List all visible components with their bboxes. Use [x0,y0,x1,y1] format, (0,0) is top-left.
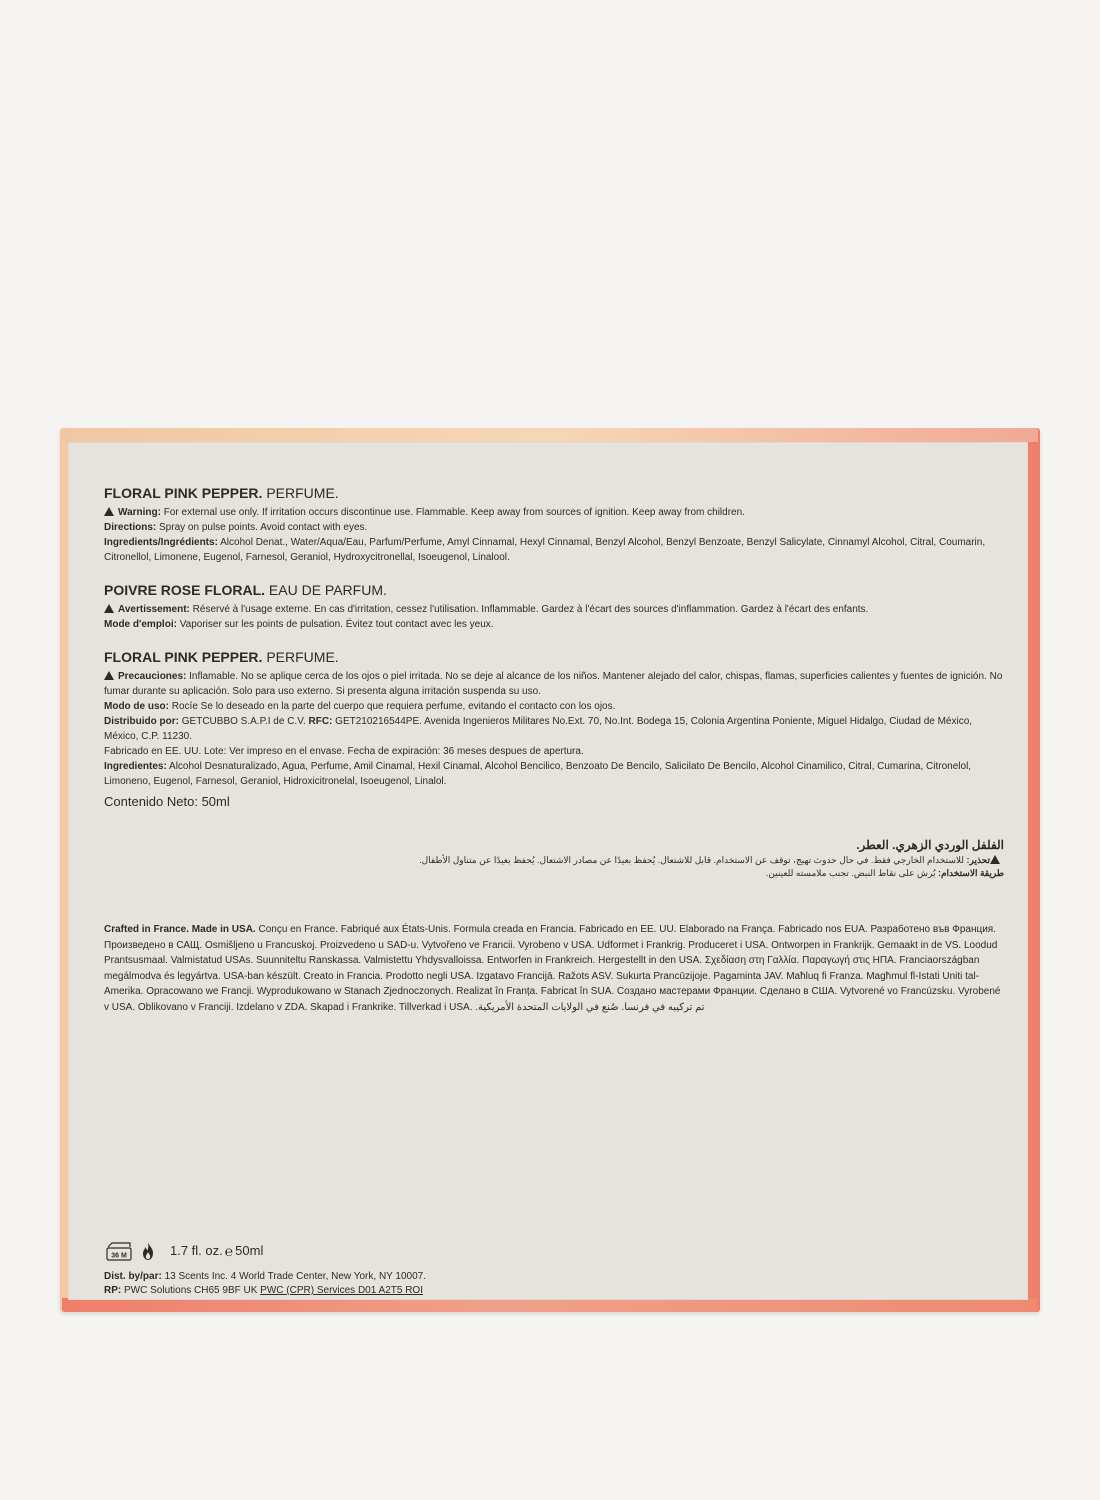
section-french [104,581,1004,632]
manufacture-line: Fabricado en EE. UU. Lote: Ver impreso en el envase. Fecha de expiración: 36 meses despues de apertura. [104,746,584,757]
responsible-person: RP: PWC Solutions CH65 9BF UK PWC (CPR) Services D01 A2T5 ROI [104,1285,423,1296]
flammable-icon [140,1240,156,1262]
origin-statement: Crafted in France. Made in USA. Conçu en France. Fabriqué aux États-Unis. Formula creada en Francia. Fabricado en EE. UU. Elaborado na França. Fabricado nos EUA. Разработено във Франция. Произведено в САЩ. Osmišljeno u Francuskoj. Proizvedeno u SAD-u. Vytvořeno ve Francii. Vyrobeno v USA. Udformet i Frankrig. Produceret i USA. Ontworpen in Frankrijk. Gemaakt in de VS. Loodud Prantsusmaal. Valmistatud USAs. Suunniteltu Ranskassa. Valmistettu Yhdysvalloissa. Entworfen in Frankreich. Hergestellt in den USA. Σχεδίαση στη Γαλλία. Παραγωγή στις ΗΠΑ. Franciaországban megálmodva és legyártva. USA-ban készült. Creato in Francia. Prodotto negli USA. Izgatavo Francijā. Ražots ASV. Sukurta Prancūzijoje. Pagaminta JAV. Maħluq fi Franza. Magħmul fl-Istati Uniti tal-Amerika. Opracowano we Francji. Wyprodukowano w Stanach Zjednoczonych. Realizat în Franța. Fabricat în SUA. Создано мастерами Франции. Сделано в США. Vytvorené vo Francúzsku. Vyrobené v USA. Oblikovano v Franciji. Izdelano v ZDA. Skapad i Frankrike. Tillverkad i USA. تم تركيبه في فرنسا. صُنع في الولايات المتحدة الأمريكية. [104,924,1001,1013]
period-after-opening-icon [104,1240,134,1262]
box-top-edge [62,428,1038,442]
section-spanish [104,648,1004,812]
usage-line: Modo de uso: Rocíe Se lo deseado en la parte del cuerpo que requiera perfume, evitando el contacto con los ojos. [104,701,616,712]
label-footer [104,1240,1004,1298]
section-title: POIVRE ROSE FLORAL. EAU DE PARFUM. [104,582,387,598]
section-arabic [104,836,1004,880]
section-title: FLORAL PINK PEPPER. PERFUME. [104,485,339,501]
arabic-warning: تحذير: للاستخدام الخارجي فقط. في حال حدوث تهيج، توقف عن الاستخدام. قابل للاشتعال. يُحفظ بعيدًا عن مصادر الاشتعال. يُحفظ بعيدًا عن متناول الأطفال. [104,854,1004,867]
warning-icon [990,855,1000,864]
section-english [104,484,1004,565]
distributor-address: Dist. by/par: 13 Scents Inc. 4 World Trade Center, New York, NY 10007. [104,1271,427,1282]
label-text [104,484,1004,1015]
net-content: Contenido Neto: 50ml [104,794,230,809]
ingredients-line: Ingredients/Ingrédients: Alcohol Denat., Water/Aqua/Eau, Parfum/Perfume, Amyl Cinnamal, Hexyl Cinnamal, Benzyl Alcohol, Benzyl Benzoate, Benzyl Salicylate, Cinnamyl Alcohol, Citral, Coumarin, Citronellol, Limonene, Eugenol, Farnesol, Geraniol, Hydroxycitronellal, Isoeugenol, Linalool. [104,537,986,563]
directions-line: Directions: Spray on pulse points. Avoid contact with eyes. [104,522,368,533]
arabic-usage: طريقة الاستخدام: يُرش على نقاط النبض. تجنب ملامسته للعينين. [765,868,1004,878]
warning-icon [104,671,114,680]
volume-ml: 50ml [235,1243,264,1258]
volume-row [104,1240,1004,1262]
ingredients-line: Ingredientes: Alcohol Desnaturalizado, Agua, Perfume, Amil Cinamal, Hexil Cinamal, Alcohol Bencilico, Benzoato De Bencilo, Salicilato De Bencilo, Alcohol Cinamilico, Citral, Cumarina, Citronelol, Limoneno, Eugenol, Farnesol, Geraniol, Hidroxicitronelal, Isoeugenol, Linalol. [104,761,972,787]
pao-label: 36 M [111,1252,127,1260]
warning-line: Precauciones: Inflamable. No se aplique cerca de los ojos o piel irritada. No se deje al alcance de los niños. Mantener alejado del calor, chispas, flamas, superficies calientes y fuentes de ignición. No fumar durante su aplicación. Solo para uso externo. Si presenta alguna irritación suspenda su uso. [104,671,1003,697]
warning-line: Warning: For external use only. If irritation occurs discontinue use. Flammable. Keep away from sources of ignition. Keep away from children. [104,505,1004,520]
warning-line: Avertissement: Réservé à l'usage externe. En cas d'irritation, cessez l'utilisation. Inflammable. Gardez à l'écart des sources d'inflammation. Gardez à l'écart des enfants. [104,602,1004,617]
arabic-title: الفلفل الوردي الزهري. العطر. [856,838,1004,852]
warning-icon [104,507,114,516]
warning-icon [104,604,114,613]
estimated-sign: ℮ [224,1243,234,1259]
section-title: FLORAL PINK PEPPER. PERFUME. [104,649,339,665]
directions-line: Mode d'emploi: Vaporiser sur les points de pulsation. Évitez tout contact avec les yeux. [104,619,494,630]
distributor-line: Distribuido por: GETCUBBO S.A.P.I de C.V. RFC: GET210216544PE. Avenida Ingenieros Militares No.Ext. 70, No.Int. Bodega 15, Colonia Argentina Poniente, Miguel Hidalgo, Ciudad de México, México, C.P. 11230. [104,716,973,742]
box-bottom-edge [62,1298,1038,1312]
volume-oz: 1.7 fl. oz. [170,1243,223,1258]
